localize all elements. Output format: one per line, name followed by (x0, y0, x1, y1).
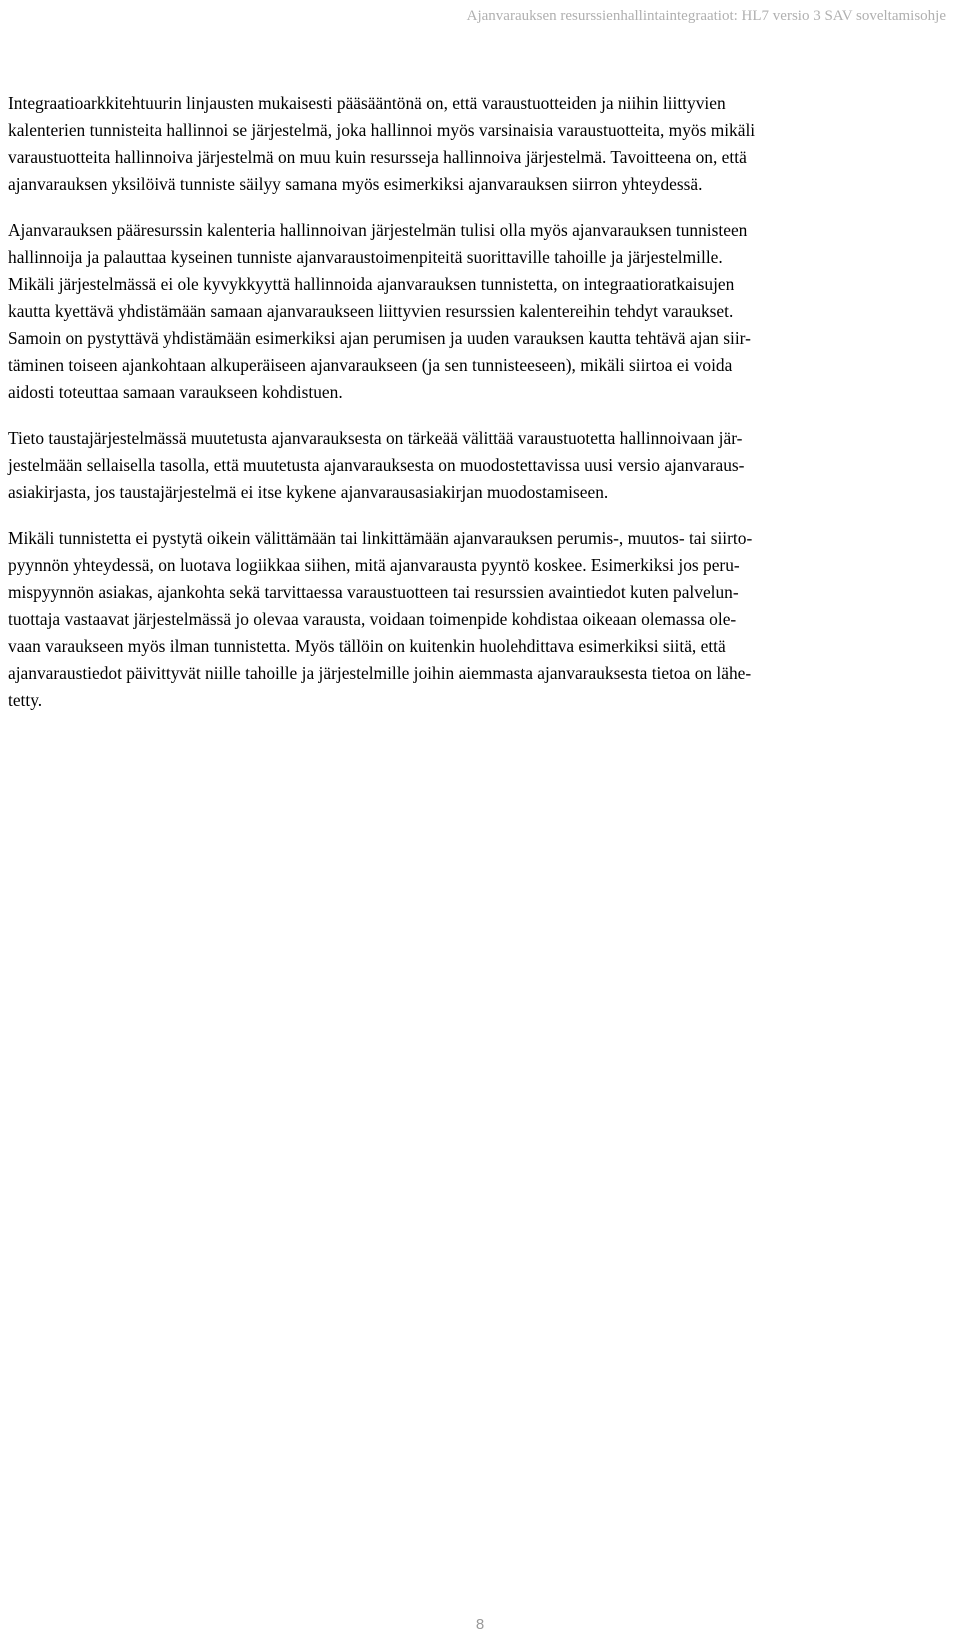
text-line: Samoin on pystyttävä yhdistämään esimerkiksi ajan perumisen ja uuden varauksen kautta tehtävä ajan siir- (8, 328, 751, 348)
text-line: kalenterien tunnisteita hallinnoi se järjestelmä, joka hallinnoi myös varsinaisia varaustuotteita, myös mikäli (8, 120, 756, 140)
paragraph-identifier-fallback-logic (8, 525, 952, 714)
paragraph-identifier-ownership (8, 90, 952, 198)
text-line: Ajanvarauksen pääresurssin kalenteria hallinnoivan järjestelmän tulisi olla myös ajanvarauksen tunnisteen (8, 220, 748, 240)
text-line: asiakirjasta, jos taustajärjestelmä ei itse kykene ajanvarausasiakirjan muodostamiseen. (8, 482, 609, 502)
text-line: mispyynnön asiakas, ajankohta sekä tarvittaessa varaustuotteen tai resurssien avaintiedot kuten palvelun- (8, 582, 739, 602)
text-line: aidosti toteuttaa samaan varaukseen kohdistuen. (8, 382, 343, 402)
text-line: täminen toiseen ajankohtaan alkuperäiseen ajanvaraukseen (ja sen tunnisteeseen), mikäli siirtoa ei voida (8, 355, 733, 375)
text-line: kautta kyettävä yhdistämään samaan ajanvaraukseen liittyvien resurssien kalentereihin tehdyt varaukset. (8, 301, 734, 321)
text-line: hallinnoija ja palauttaa kyseinen tunniste ajanvaraustoimenpiteitä suorittaville tahoille ja järjestelmille. (8, 247, 723, 267)
page-number: 8 (475, 1616, 485, 1633)
text-line: Mikäli tunnistetta ei pystytä oikein välittämään tai linkittämään ajanvarauksen perumis-, muutos- tai siirto- (8, 528, 753, 548)
text-line: Mikäli järjestelmässä ei ole kyvykkyyttä hallinnoida ajanvarauksen tunnistetta, on integraatioratkaisujen (8, 274, 735, 294)
document-body (8, 90, 952, 714)
text-line: tetty. (8, 690, 43, 710)
running-header-title: Ajanvarauksen resurssienhallintaintegraatiot: HL7 versio 3 SAV soveltamisohje (466, 8, 946, 24)
text-line: Integraatioarkkitehtuurin linjausten mukaisesti pääsääntönä on, että varaustuotteiden ja niihin liittyvien (8, 93, 726, 113)
text-line: pyynnön yhteydessä, on luotava logiikkaa siihen, mitä ajanvarausta pyyntö koskee. Esimerkiksi jos peru- (8, 555, 740, 575)
paragraph-primary-resource-calendar (8, 217, 952, 406)
text-line: Tieto taustajärjestelmässä muutetusta ajanvarauksesta on tärkeää välittää varaustuotetta hallinnoivaan jär- (8, 428, 743, 448)
text-line: jestelmään sellaisella tasolla, että muutetusta ajanvarauksesta on muodostettavissa uusi versio ajanvaraus- (8, 455, 745, 475)
text-line: ajanvarauksen yksilöivä tunniste säilyy samana myös esimerkiksi ajanvarauksen siirron yhteydessä. (8, 174, 703, 194)
text-line: vaan varaukseen myös ilman tunnistetta. Myös tällöin on kuitenkin huolehdittava esimerkiksi siitä, että (8, 636, 726, 656)
paragraph-changed-booking (8, 425, 952, 506)
text-line: tuottaja vastaavat järjestelmässä jo olevaa varausta, voidaan toimenpide kohdistaa oikeaan olemassa ole- (8, 609, 737, 629)
text-line: varaustuotteita hallinnoiva järjestelmä on muu kuin resursseja hallinnoiva järjestelmä. Tavoitteena on, että (8, 147, 747, 167)
text-line: ajanvaraustiedot päivittyvät niille tahoille ja järjestelmille joihin aiemmasta ajanvarauksesta tietoa on lähe- (8, 663, 752, 683)
